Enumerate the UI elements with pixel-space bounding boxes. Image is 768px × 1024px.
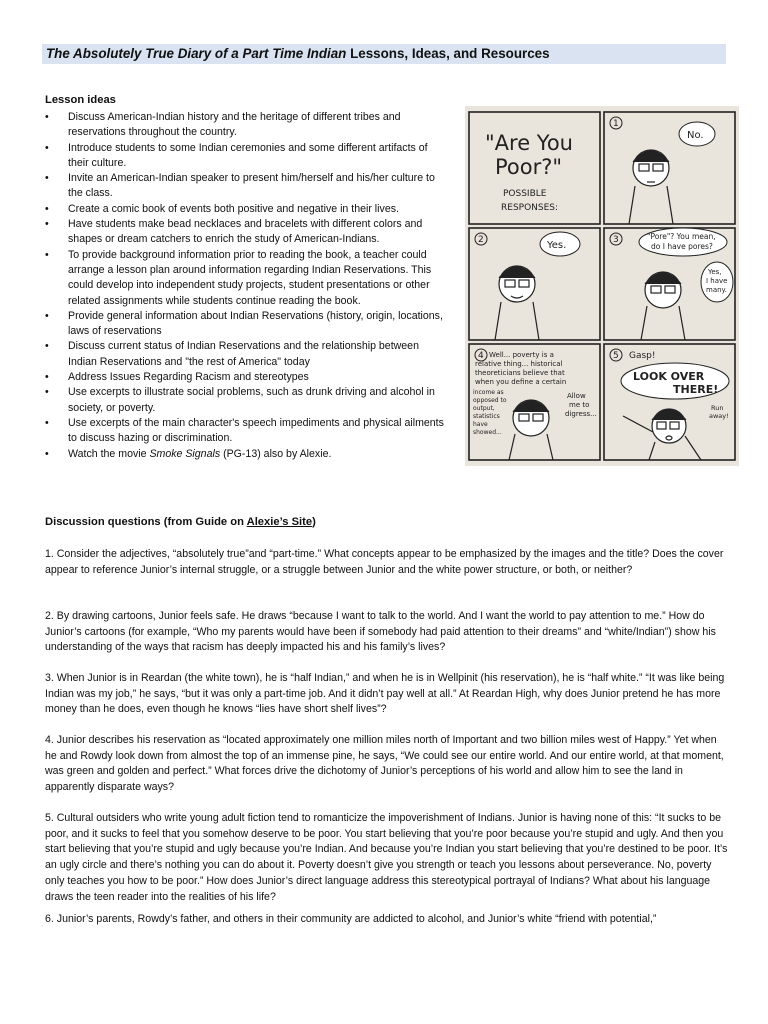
speech-text-3-reply-3: many.: [706, 286, 727, 294]
discussion-question: 5. Cultural outsiders who write young adult fiction tend to romanticize the impoverishment of Indians. Junior is having none of this: “It sucks to be poor, and it sucks to feel that you somehow deserve to be poor. You start believing that you’re poor because you’re stupid and ugly. And then you start believing that you’re stupid and ugly because you’re Indian. And because you’re Indian you start believing that you’re destined to be poor. It’s an ugly circle and there’s nothing you can do about it. Poverty doesn’t give you strength or teach you lessons about perseverance. No, poverty only teaches you how to be poor.” How does Junior’s direct language address this stereotypical portrayal of Indians? What about his language draws the teen reader into the realities of his life?: [45, 812, 728, 903]
list-item-text: Use excerpts of the main character's speech impediments and physical ailments to discuss hazing or discrimination.: [68, 416, 444, 445]
comic-subtitle-line1: POSSIBLE: [503, 189, 547, 199]
list-item-text: Provide general information about Indian Reservations (history, origin, locations, laws of reservations: [68, 309, 443, 338]
discussion-question: 1. Consider the adjectives, “absolutely true”and “part-time.” What concepts appear to be emphasized by the images and the title? Does the cover appear to reference Junior’s internal struggle, or a struggle between Junior and the white power structure, or both, or neither?: [45, 548, 724, 576]
discussion-question: 4. Junior describes his reservation as “located approximately one million miles north of Important and two billion miles west of Happy.” Yet when he and Rowdy look down from almost the top of an immense pine, he says, “We could see our entire world. And our entire world, at that moment, was green and golden and perfect.” What forces drive the dichotomy of Junior’s perceptions of his world and allow him to see the land in apparently disparate ways?: [45, 734, 724, 794]
panel4-aside-2: me to: [569, 401, 590, 409]
list-item: [45, 309, 450, 340]
list-item: [45, 110, 450, 141]
list-item-text: Discuss current status of Indian Reservations and the relationship between Indian Reservations and "the rest of America" today: [68, 340, 419, 368]
list-item-text: Create a comic book of events both positive and negative in their lives.: [68, 202, 399, 215]
lesson-ideas-list: [45, 110, 450, 462]
panel4-side-3: output,: [473, 405, 495, 412]
panel-number-3: 3: [613, 235, 619, 245]
list-item-text: To provide background information prior to reading the book, a teacher could arrange a lesson plan around information regarding Indian Reservations. This could develop into independent study projects, student presentations or other related assignments while students continue reading the book.: [68, 248, 432, 307]
panel4-text-3: theoreticians believe that: [475, 369, 565, 377]
comic-strip: [465, 106, 739, 466]
title-suffix: Lessons, Ideas, and Resources: [346, 46, 550, 61]
list-item-text: Invite an American-Indian speaker to present him/herself and his/her culture to the class.: [68, 172, 435, 200]
speech-text-1: No.: [687, 130, 704, 141]
discussion-heading: [45, 516, 316, 528]
panel5-run-2: away!: [709, 412, 729, 420]
discussion-heading-post: ): [312, 516, 316, 528]
discussion-heading-pre: Discussion questions (from Guide on: [45, 516, 247, 528]
panel-number-4: 4: [478, 351, 484, 361]
panel4-side-5: have: [473, 421, 488, 428]
panel4-text-1: Well... poverty is a: [489, 351, 554, 359]
panel4-side-2: opposed to: [473, 397, 507, 404]
movie-title: Smoke Signals: [149, 447, 221, 460]
panel4-text-4: when you define a certain: [475, 378, 567, 386]
bullet-icon: •: [45, 218, 49, 231]
lesson-ideas-heading: Lesson ideas: [45, 94, 116, 106]
bullet-icon: •: [45, 371, 49, 384]
list-item: [45, 370, 450, 385]
discussion-question: 6. Junior’s parents, Rowdy’s father, and others in their community are addicted to alcohol, and Junior’s white “friend with potential,”: [45, 913, 657, 925]
list-item-text: Address Issues Regarding Racism and stereotypes: [68, 371, 309, 384]
panel4-aside-1: Allow: [567, 392, 586, 400]
panel5-look-2: THERE!: [673, 383, 719, 396]
panel-number-5: 5: [613, 351, 619, 361]
panel-number-2: 2: [478, 235, 484, 245]
book-title: The Absolutely True Diary of a Part Time Indian: [46, 46, 347, 61]
bullet-icon: •: [45, 309, 49, 322]
bullet-icon: •: [45, 172, 49, 185]
bullet-icon: •: [45, 202, 49, 215]
panel5-run-1: Run: [711, 404, 724, 412]
speech-text-2: Yes.: [547, 240, 567, 251]
alexie-site-link[interactable]: Alexie’s Site: [246, 516, 313, 528]
list-item: [45, 447, 450, 462]
bullet-icon: •: [45, 111, 49, 123]
speech-text-3a: "Pore"? You mean,: [647, 232, 716, 241]
comic-title-line2: Poor?": [495, 155, 563, 179]
panel4-text-2: relative thing... historical: [475, 360, 563, 368]
panel-number-1: 1: [613, 119, 619, 129]
panel4-side-6: showed...: [473, 429, 502, 436]
bullet-icon: •: [45, 416, 49, 429]
list-item: [45, 217, 450, 248]
bullet-icon: •: [45, 141, 49, 154]
bullet-icon: •: [45, 386, 49, 399]
speech-text-3b: do I have pores?: [651, 242, 713, 251]
panel4-side-1: income as: [473, 389, 504, 396]
list-item-text: Use excerpts to illustrate social problems, such as drunk driving and alcohol in society, or poverty.: [68, 386, 435, 414]
list-item: [45, 171, 450, 202]
document-title: [42, 44, 726, 64]
list-item: [45, 141, 450, 172]
panel4-side-4: statistics: [473, 413, 500, 420]
bullet-icon: •: [45, 447, 49, 460]
panel5-look-1: LOOK OVER: [633, 370, 705, 383]
list-item: [45, 202, 450, 217]
comic-subtitle-line2: RESPONSES:: [501, 203, 559, 213]
discussion-question: 2. By drawing cartoons, Junior feels safe. He draws “because I want to talk to the world. And I want the world to pay attention to me.” How do Junior’s cartoons (for example, “Who my parents would have been if somebody had paid attention to their dreams” and “white/Indian”) show his understanding of the ways that racism has deeply impacted his and his family’s lives?: [45, 610, 716, 654]
list-item: [45, 416, 450, 447]
bullet-icon: •: [45, 248, 49, 261]
comic-title-line1: "Are You: [485, 131, 573, 155]
speech-text-3-reply-2: I have: [706, 277, 728, 285]
list-item-text: Have students make bead necklaces and bracelets with different colors and shapes or dream catchers to enrich the study of American-Indians.: [68, 218, 423, 246]
panel4-aside-3: digress...: [565, 410, 597, 418]
list-item-text: Introduce students to some Indian ceremonies and some different artifacts of their culture.: [68, 141, 428, 169]
movie-post: (PG-13) also by Alexie.: [220, 447, 332, 460]
speech-text-3-reply-1: Yes,: [708, 268, 722, 276]
discussion-question: 3. When Junior is in Reardan (the white town), he is “half Indian,” and when he is in Wellpinit (his reservation), he is “half white.” “It was like being Indian was my job,” he says, “but it was only a part-time job. And it didn’t pay well at all.” At Reardan High, why does Junior pretend he has more money than he does, even though he knows “lies have short shelf lives”?: [45, 672, 725, 716]
list-item-text: Discuss American-Indian history and the heritage of different tribes and reservations throughout the country.: [68, 111, 401, 139]
bullet-icon: •: [45, 340, 49, 353]
movie-pre: Watch the movie: [68, 447, 150, 460]
panel5-gasp: Gasp!: [629, 351, 656, 361]
list-item: [45, 248, 450, 309]
list-item: [45, 385, 450, 416]
list-item: [45, 339, 450, 370]
